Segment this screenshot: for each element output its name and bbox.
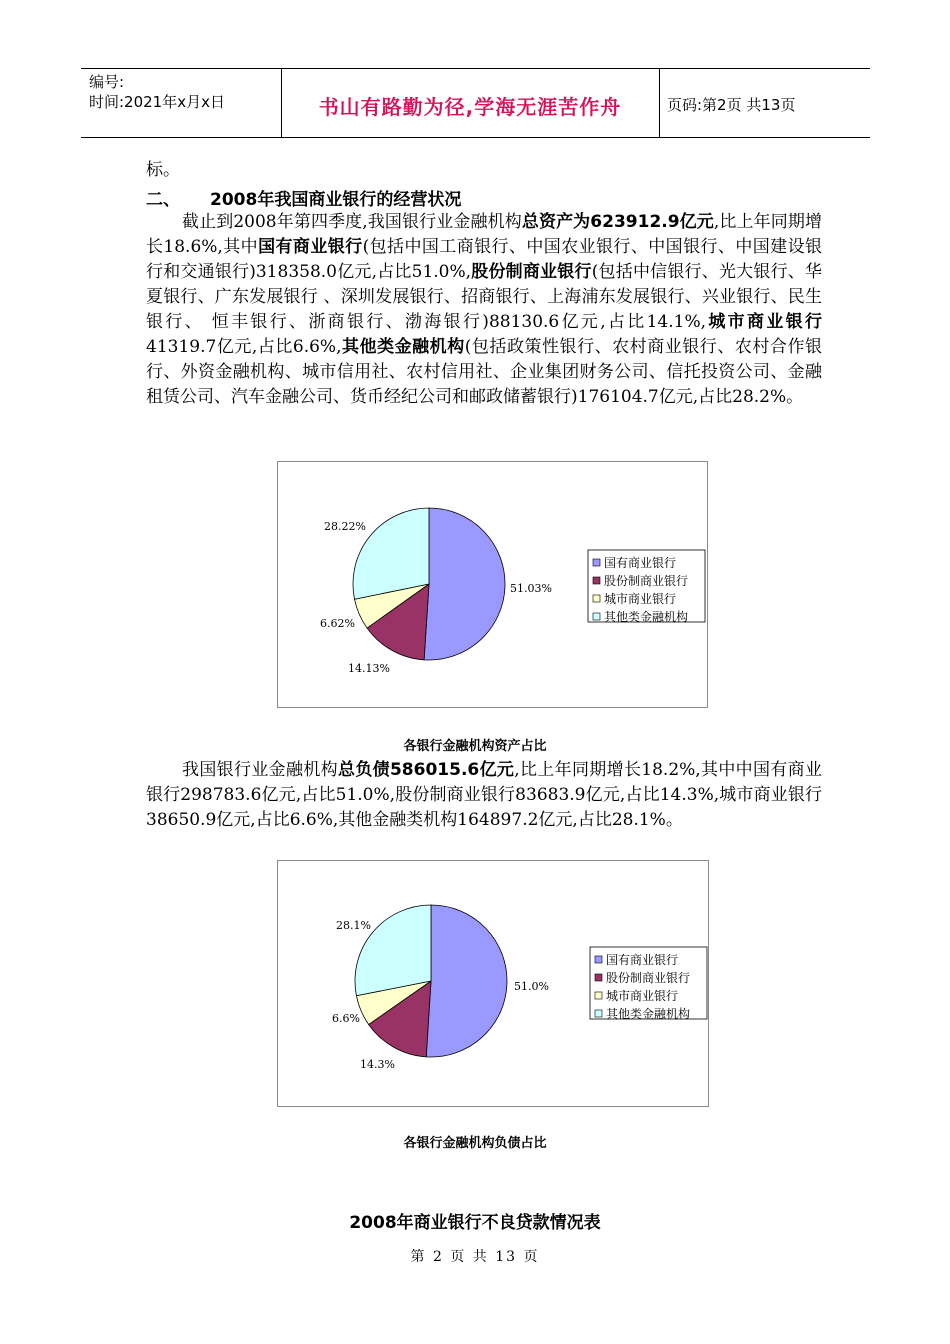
legend-entry: 城市商业银行 [606,989,679,1003]
section-heading [146,185,461,210]
pie-slice-0 [426,905,507,1057]
section-heading-text: 2008年我国商业银行的经营状况 [210,190,462,210]
liabilities-pie-chart [277,860,709,1107]
assets-chart-caption: 各银行金融机构资产占比 [403,739,547,754]
pie-data-label: 28.1% [336,919,371,932]
legend-entry: 国有商业银行 [606,953,679,967]
assets-pie-chart [277,461,708,708]
legend-swatch [593,595,600,602]
legend-entry: 股份制商业银行 [604,574,689,588]
header-motto: 书山有路勤为径,学海无涯苦作舟 [318,95,622,119]
paragraph-assets [146,210,822,410]
text-run: ,比上年同期增长18.2%,其中中国有商业银行298783.6亿元,占比51.0%,股份制商业银行83683.9亿元,占比14.3%,城市商业银行38650.9亿元,占比6.6%,其他金融类机构164897.2亿元,占比28.1%。 [146,760,823,830]
legend-entry: 城市商业银行 [604,592,677,606]
assets-pie-svg [278,462,707,707]
bold-run: 总负债586015.6亿元 [337,760,515,780]
page-footer: 第 2 页 共 13 页 [410,1249,540,1265]
text-run: 41319.7亿元,占比6.6%, [146,337,342,357]
text-run: (包括中国工商银行、中国农业银行、中国银行、中国建设银行和交通银行)318358.0亿元,占比51.0%, [146,237,822,282]
text-run: (包括中信银行、光大银行、华夏银行、广东发展银行 、深圳发展银行、招商银行、上海浦东发展银行、兴业银行、民生银行、 恒丰银行、浙商银行、渤海银行)88130.6亿元,占比14.1%, [146,262,822,332]
top-fragment: 标。 [146,160,180,180]
pie-slice-0 [424,508,505,660]
legend-entry: 其他类金融机构 [606,1007,691,1021]
doc-time-label: 时间:2021年x月x日 [89,93,225,111]
legend-swatch [595,992,602,999]
bold-run: 总资产为623912.9亿元 [521,212,714,232]
bold-run: 其他类金融机构 [341,337,465,357]
doc-number-label: 编号: [89,73,125,91]
header-divider [659,69,660,137]
legend-swatch [593,559,600,566]
liabilities-chart-caption: 各银行金融机构负债占比 [403,1136,547,1151]
text-run: 截止到2008年第四季度,我国银行业金融机构 [182,212,522,232]
legend-swatch [593,613,600,620]
pie-data-label: 6.6% [332,1012,360,1025]
table-title: 2008年商业银行不良贷款情况表 [349,1213,601,1233]
pie-data-label: 28.22% [324,520,366,533]
bold-run: 城市商业银行 [706,312,822,332]
pie-data-label: 6.62% [320,617,355,630]
liabilities-pie-svg [278,861,708,1106]
paragraph-liabilities [146,758,822,833]
bold-run: 股份制商业银行 [471,262,592,282]
legend-entry: 国有商业银行 [604,556,677,570]
legend-entry: 其他类金融机构 [604,610,689,624]
legend-swatch [595,956,602,963]
pie-data-label: 51.0% [514,980,549,993]
section-heading-number: 二、 [146,190,180,210]
bold-run: 国有商业银行 [258,237,363,257]
text-run: ,比上年同期增长18.6%,其中 [146,212,822,257]
legend-swatch [593,577,600,584]
text-run: 我国银行业金融机构 [182,760,338,780]
pie-data-label: 51.03% [510,582,552,595]
pie-data-label: 14.3% [360,1058,395,1071]
legend-swatch [595,1010,602,1017]
legend-entry: 股份制商业银行 [606,971,691,985]
page-header [81,68,870,138]
text-run: (包括政策性银行、农村商业银行、农村合作银行、外资金融机构、城市信用社、农村信用社、企业集团财务公司、信托投资公司、金融租赁公司、汽车金融公司、货币经纪公司和邮政储蓄银行)176104.7亿元,占比28.2%。 [146,337,822,407]
pie-data-label: 14.13% [348,662,390,675]
legend-swatch [595,974,602,981]
header-page-code: 页码:第2页 共13页 [667,96,796,114]
header-meta [81,69,281,137]
